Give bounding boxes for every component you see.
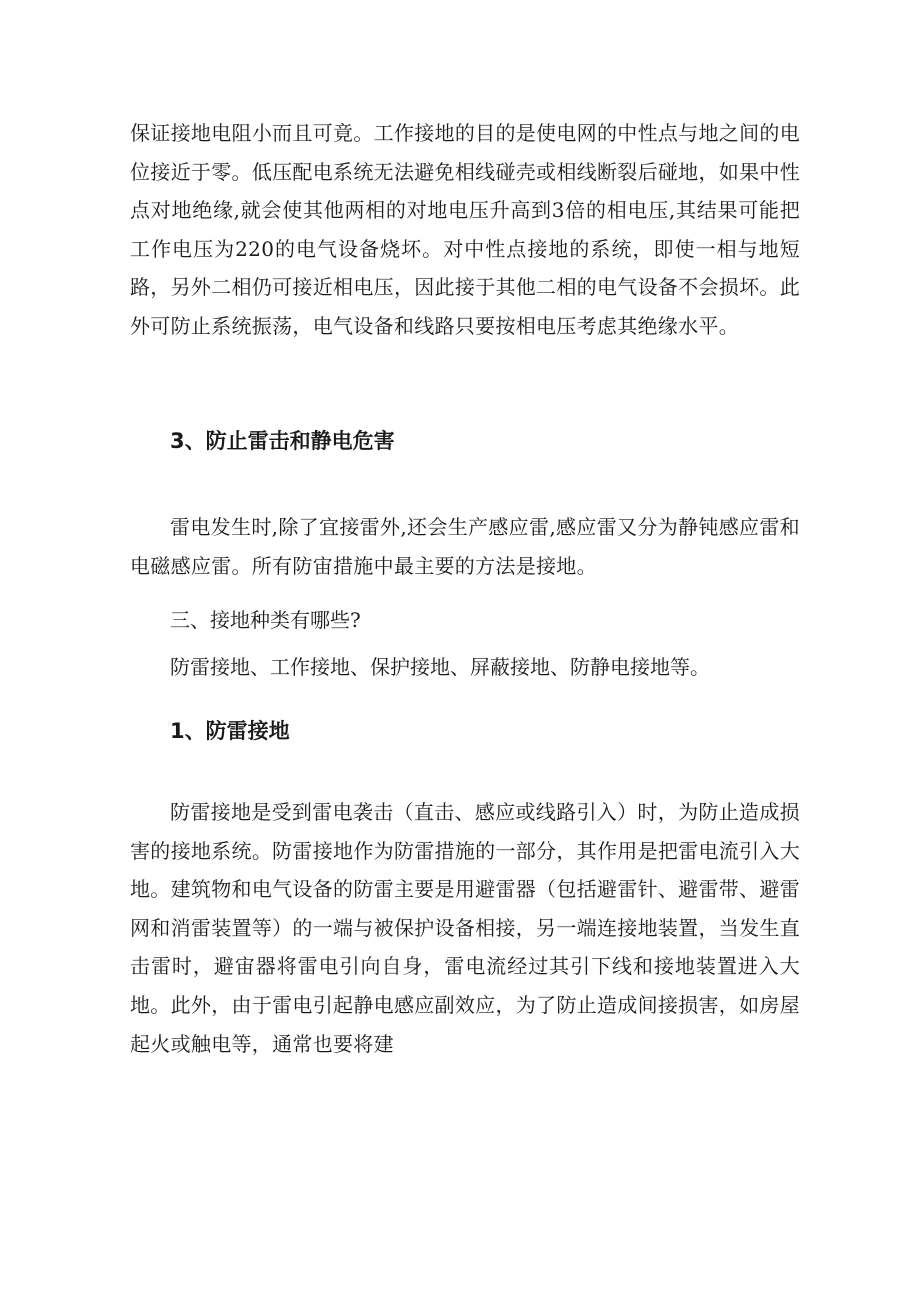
paragraph-lightning-grounding: 防雷接地是受到雷电袭击（直击、感应或线路引入）时，为防止造成损害的接地系统。防雷接地作为防雷措施的一部分，其作用是把雷电流引入大地。建筑物和电气设备的防雷主要是用避雷器（包括避雷针、避雷带、避雷网和消雷装置等）的一端与被保护设备相接，另一端连接地装置，当发生直击雷时，避宙器将雷电引向自身，雷电流经过其引下线和接地装置进入大地。此外，由于雷电引起静电感应副效应，为了防止造成间接损害，如房屋起火或触电等，通常也要将建 xyxy=(130,800,800,1056)
paragraph-working-grounding: 保证接地电阻小而且可竟。工作接地的目的是使电网的中性点与地之间的电位接近于零。低压配电系统无法避免相线碰壳或相线断裂后碰地，如果中性点对地绝缘,就会使其他两相的对地电压升高到3倍的相电压,其结果可能把工作电压为220的电气设备烧坏。对中性点接地的系统，即使一相与地短路，另外二相仍可接近相电压，因此接于其他二相的电气设备不会损坏。此外可防止系统振荡，电气设备和线路只要按相电压考虑其绝缘水平。 xyxy=(130,121,800,338)
section-title-grounding-types: 三、接地种类有哪些? xyxy=(170,608,361,632)
heading-lightning-static-protection: 3、防止雷击和静电危害 xyxy=(170,429,395,453)
heading-lightning-grounding: 1、防雷接地 xyxy=(170,719,290,743)
paragraph-lightning-induction: 雷电发生时,除了宜接雷外,还会生产感应雷,感应雷又分为静钝感应雷和电磁感应雷。所有防宙措施中最主要的方法是接地。 xyxy=(130,515,800,578)
grounding-types-list: 防雷接地、工作接地、保护接地、屏蔽接地、防静电接地等。 xyxy=(170,655,710,679)
